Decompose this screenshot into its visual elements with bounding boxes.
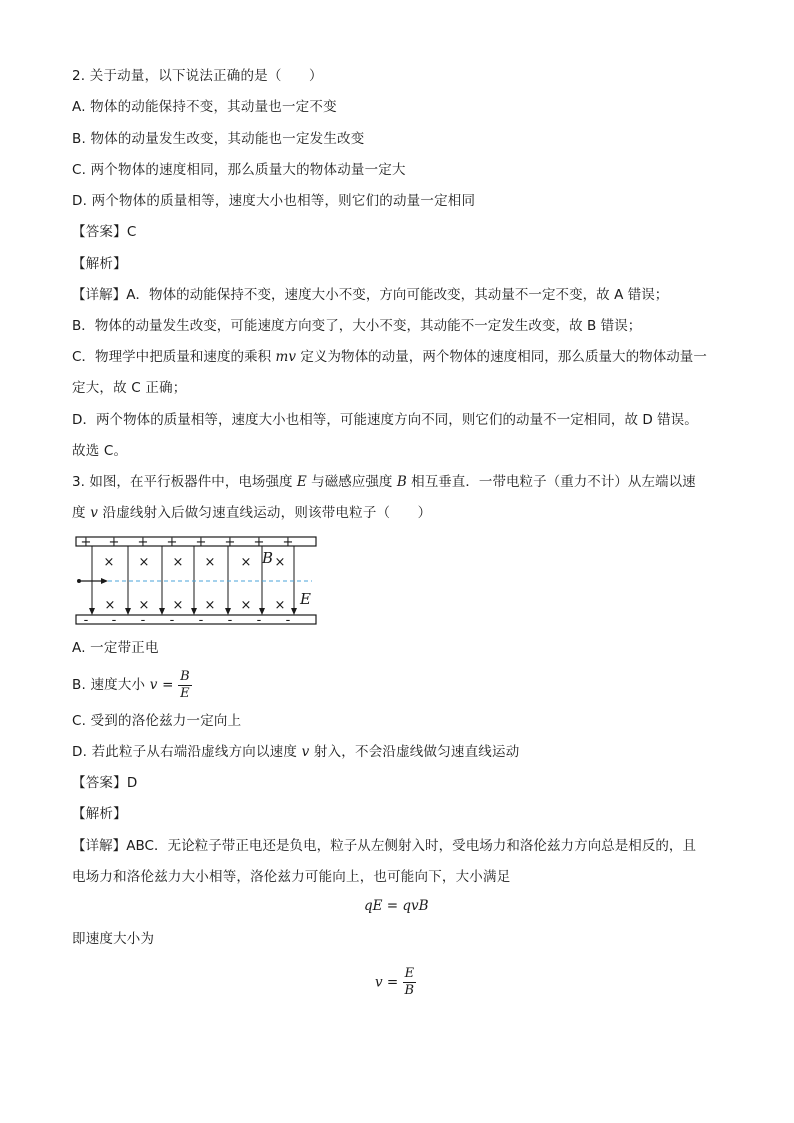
- answer-value: D: [126, 775, 138, 791]
- minus-sign: -: [83, 613, 89, 628]
- field-arrow-head: [191, 608, 197, 615]
- stem-text: 沿虚线射入后做匀速直线运动，则该带电粒子（ ）: [98, 505, 432, 521]
- fraction-denominator: B: [404, 983, 415, 998]
- velocity-selector-diagram: [72, 534, 322, 628]
- q2-option-b: B. 物体的动量发生改变，其动能也一定发生改变: [72, 131, 365, 147]
- minus-sign: -: [140, 613, 146, 628]
- field-arrow-head: [291, 608, 297, 615]
- option-text: B. 速度大小: [72, 677, 150, 693]
- cross-mark: ×: [204, 598, 216, 613]
- cross-mark: ×: [274, 555, 286, 570]
- cross-mark: ×: [138, 598, 150, 613]
- eq-operator: =: [382, 974, 403, 991]
- equation-qE-qvB: [364, 898, 429, 914]
- q2-analysis-tag: 【解析】: [72, 256, 127, 272]
- plus-sign: +: [80, 535, 92, 550]
- plus-sign: +: [137, 535, 149, 550]
- stem-text: 3. 如图，在平行板器件中，电场强度: [72, 474, 297, 490]
- eq-operator: =: [382, 898, 403, 914]
- math-B: B: [396, 474, 407, 490]
- stem-text: 相互垂直．一带电粒子（重力不计）从左端以速: [406, 474, 696, 490]
- minus-sign: -: [198, 613, 204, 628]
- q3-analysis-tag: 【解析】: [72, 806, 127, 822]
- q3-detail-line3: 即速度大小为: [72, 931, 155, 947]
- q2-detail-d: D．两个物体的质量相等，速度大小也相等，可能速度方向不同，则它们的动量不一定相同，故 D 错误。: [72, 412, 698, 428]
- eq-lhs: v: [375, 974, 383, 991]
- cross-mark: ×: [103, 555, 115, 570]
- label-B: B: [262, 549, 274, 567]
- label-E: E: [300, 590, 311, 608]
- detail-text: 定义为物体的动量，两个物体的速度相同，那么质量大的物体动量一: [296, 349, 707, 365]
- detail-tag: 【详解】: [72, 287, 127, 303]
- q3-detail-line1: [72, 836, 696, 856]
- cross-mark: ×: [240, 555, 252, 570]
- q3-stem-line1: [72, 472, 696, 492]
- plus-sign: +: [108, 535, 120, 550]
- detail-text: ABC．无论粒子带正电还是负电，粒子从左侧射入时，受电场力和洛伦兹力方向总是相反的，且: [126, 838, 697, 854]
- equation-v-E-over-B: [375, 966, 416, 999]
- field-arrow-head: [89, 608, 95, 615]
- option-text: 射入，不会沿虚线做匀速直线运动: [309, 744, 520, 760]
- detail-text: A．物体的动能保持不变，速度大小不变，方向可能改变，其动量不一定不变，故 A 错误；: [126, 287, 669, 303]
- answer-value: C: [126, 224, 137, 240]
- minus-sign: -: [285, 613, 291, 628]
- q2-detail-c-line2: 定大，故 C 正确；: [72, 380, 187, 396]
- math-v: v: [90, 505, 99, 521]
- q3-option-a: A. 一定带正电: [72, 640, 159, 656]
- q2-detail-a: [72, 285, 668, 305]
- q3-option-b: [72, 666, 192, 704]
- cross-mark: ×: [138, 555, 150, 570]
- math-v: v: [301, 744, 310, 760]
- q3-detail-line2: 电场力和洛伦兹力大小相等，洛伦兹力可能向上，也可能向下，大小满足: [72, 869, 511, 885]
- cross-mark: ×: [104, 598, 116, 613]
- stem-text: 度: [72, 505, 91, 521]
- velocity-arrow-head: [101, 578, 108, 584]
- q2-conclusion: 故选 C。: [72, 443, 128, 459]
- fraction-B-over-E: [178, 669, 192, 702]
- option-text: D. 若此粒子从右端沿虚线方向以速度: [72, 744, 302, 760]
- minus-sign: -: [169, 613, 175, 628]
- math-E: E: [296, 474, 307, 490]
- stem-text: 与磁感应强度: [306, 474, 397, 490]
- plus-sign: +: [195, 535, 207, 550]
- answer-tag: 【答案】: [72, 775, 127, 791]
- fraction-numerator: B: [180, 668, 190, 684]
- minus-sign: -: [227, 613, 233, 628]
- eq-lhs: qE: [364, 898, 383, 914]
- cross-mark: ×: [172, 555, 184, 570]
- fraction-denominator: E: [180, 685, 190, 701]
- q2-stem: 2. 关于动量，以下说法正确的是（ ）: [72, 68, 323, 84]
- cross-mark: ×: [204, 555, 216, 570]
- answer-tag: 【答案】: [72, 224, 127, 240]
- q2-option-a: A. 物体的动能保持不变，其动量也一定不变: [72, 99, 337, 115]
- plus-sign: +: [166, 535, 178, 550]
- math-mv: mv: [275, 349, 297, 365]
- q3-stem-line2: [72, 503, 431, 523]
- cross-mark: ×: [172, 598, 184, 613]
- detail-tag: 【详解】: [72, 838, 127, 854]
- q2-detail-c-line1: [72, 347, 707, 367]
- math-v: v: [149, 677, 158, 693]
- q2-answer: [72, 222, 136, 242]
- math-equals: =: [157, 677, 179, 693]
- cross-mark: ×: [240, 598, 252, 613]
- q3-option-c: C. 受到的洛伦兹力一定向上: [72, 713, 242, 729]
- minus-sign: -: [256, 613, 262, 628]
- minus-sign: -: [111, 613, 117, 628]
- field-arrow-head: [125, 608, 131, 615]
- eq-rhs: qvB: [402, 898, 429, 914]
- q2-option-d: D. 两个物体的质量相等，速度大小也相等，则它们的动量一定相同: [72, 193, 476, 209]
- q3-option-d: [72, 742, 519, 762]
- detail-text: C．物理学中把质量和速度的乘积: [72, 349, 276, 365]
- fraction-E-over-B: [403, 966, 417, 999]
- q3-answer: [72, 773, 137, 793]
- particle: [77, 579, 81, 583]
- q2-detail-b: B．物体的动量发生改变，可能速度方向变了，大小不变，其动能不一定发生改变，故 B 错误；: [72, 318, 642, 334]
- plus-sign: +: [282, 535, 294, 550]
- field-arrow-head: [159, 608, 165, 615]
- fraction-numerator: E: [403, 966, 417, 983]
- plus-sign: +: [253, 535, 265, 550]
- cross-mark: ×: [274, 598, 286, 613]
- q2-option-c: C. 两个物体的速度相同，那么质量大的物体动量一定大: [72, 162, 406, 178]
- plus-sign: +: [224, 535, 236, 550]
